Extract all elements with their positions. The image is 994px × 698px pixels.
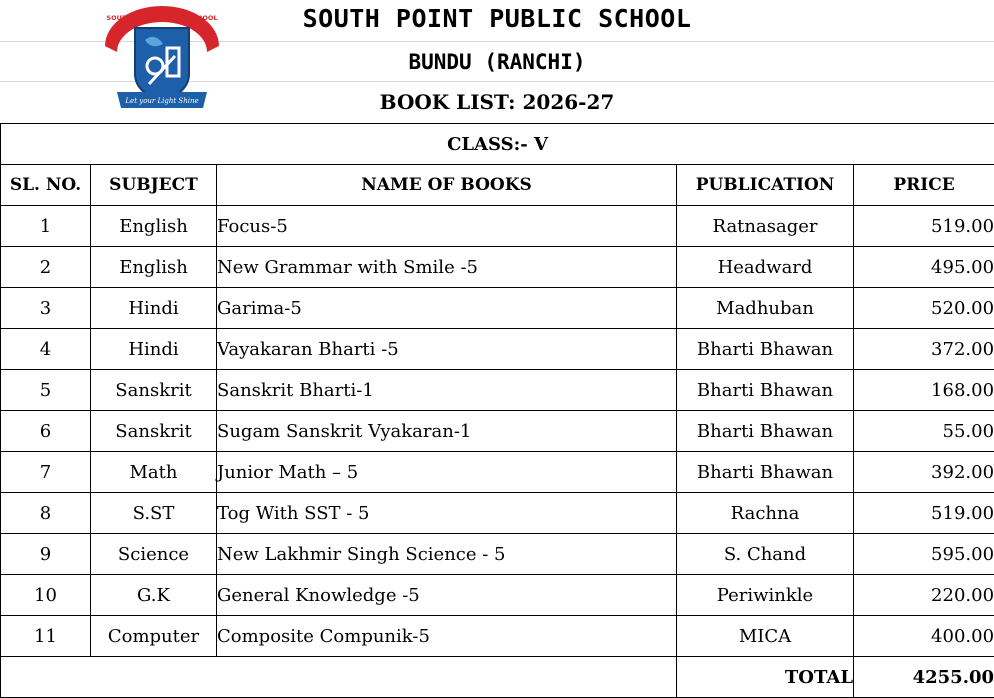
cell-sl-no: 7 [1,452,91,493]
cell-sl-no: 9 [1,534,91,575]
column-header-sl: SL. NO. [1,165,91,206]
total-value: 4255.00 [854,657,994,698]
cell-sl-no: 4 [1,329,91,370]
cell-subject: Math [91,452,217,493]
cell-subject: Hindi [91,329,217,370]
class-row [1,124,994,165]
cell-price: 520.00 [854,288,994,329]
cell-price: 595.00 [854,534,994,575]
cell-publication: Bharti Bhawan [677,452,854,493]
table-row [1,247,994,288]
svg-text:SOUTH POINT PUBLIC SCHOOL: SOUTH POINT PUBLIC SCHOOL [106,14,218,22]
cell-sl-no: 5 [1,370,91,411]
cell-price: 519.00 [854,493,994,534]
cell-publication: Headward [677,247,854,288]
column-header-name: NAME OF BOOKS [217,165,677,206]
table-row [1,493,994,534]
table-row [1,329,994,370]
cell-sl-no: 10 [1,575,91,616]
cell-subject: Sanskrit [91,411,217,452]
cell-book-name: New Grammar with Smile -5 [217,247,677,288]
class-label: CLASS:- V [1,124,994,165]
cell-price: 372.00 [854,329,994,370]
cell-subject: Hindi [91,288,217,329]
cell-subject: English [91,206,217,247]
column-header-publication: PUBLICATION [677,165,854,206]
school-name [0,4,994,33]
total-blank [1,657,677,698]
table-row [1,575,994,616]
cell-publication: Madhuban [677,288,854,329]
cell-subject: G.K [91,575,217,616]
book-list-table [0,123,994,698]
cell-price: 519.00 [854,206,994,247]
cell-publication: S. Chand [677,534,854,575]
table-row [1,452,994,493]
cell-publication: Bharti Bhawan [677,411,854,452]
cell-book-name: Vayakaran Bharti -5 [217,329,677,370]
cell-sl-no: 1 [1,206,91,247]
table-row [1,411,994,452]
school-location-text: BUNDU (RANCHI) [408,50,586,74]
column-header-row [1,165,994,206]
cell-price: 168.00 [854,370,994,411]
cell-subject: S.ST [91,493,217,534]
cell-book-name: General Knowledge -5 [217,575,677,616]
cell-publication: Periwinkle [677,575,854,616]
cell-book-name: New Lakhmir Singh Science - 5 [217,534,677,575]
book-list-title: BOOK LIST: 2026-27 [379,90,615,114]
cell-publication: MICA [677,616,854,657]
cell-sl-no: 8 [1,493,91,534]
cell-sl-no: 2 [1,247,91,288]
cell-book-name: Junior Math – 5 [217,452,677,493]
column-header-subject: SUBJECT [91,165,217,206]
cell-book-name: Composite Compunik-5 [217,616,677,657]
total-label: TOTAL [677,657,854,698]
cell-price: 55.00 [854,411,994,452]
cell-subject: Science [91,534,217,575]
cell-publication: Rachna [677,493,854,534]
cell-book-name: Garima-5 [217,288,677,329]
cell-sl-no: 3 [1,288,91,329]
cell-price: 220.00 [854,575,994,616]
table-row [1,370,994,411]
table-row [1,288,994,329]
school-name-text: SOUTH POINT PUBLIC SCHOOL [302,4,692,33]
cell-publication: Ratnasager [677,206,854,247]
table-row [1,534,994,575]
cell-sl-no: 6 [1,411,91,452]
cell-price: 392.00 [854,452,994,493]
cell-subject: Sanskrit [91,370,217,411]
table-body [1,206,994,657]
logo-motto: Let your Light Shine [125,97,199,105]
table-row [1,206,994,247]
column-header-price: PRICE [854,165,994,206]
table-row [1,616,994,657]
cell-price: 400.00 [854,616,994,657]
cell-book-name: Tog With SST - 5 [217,493,677,534]
document-header [0,0,994,123]
school-location [0,50,994,74]
cell-price: 495.00 [854,247,994,288]
cell-book-name: Sanskrit Bharti-1 [217,370,677,411]
cell-sl-no: 11 [1,616,91,657]
cell-subject: Computer [91,616,217,657]
cell-book-name: Sugam Sanskrit Vyakaran-1 [217,411,677,452]
cell-publication: Bharti Bhawan [677,370,854,411]
cell-subject: English [91,247,217,288]
cell-book-name: Focus-5 [217,206,677,247]
cell-publication: Bharti Bhawan [677,329,854,370]
total-row [1,657,994,698]
